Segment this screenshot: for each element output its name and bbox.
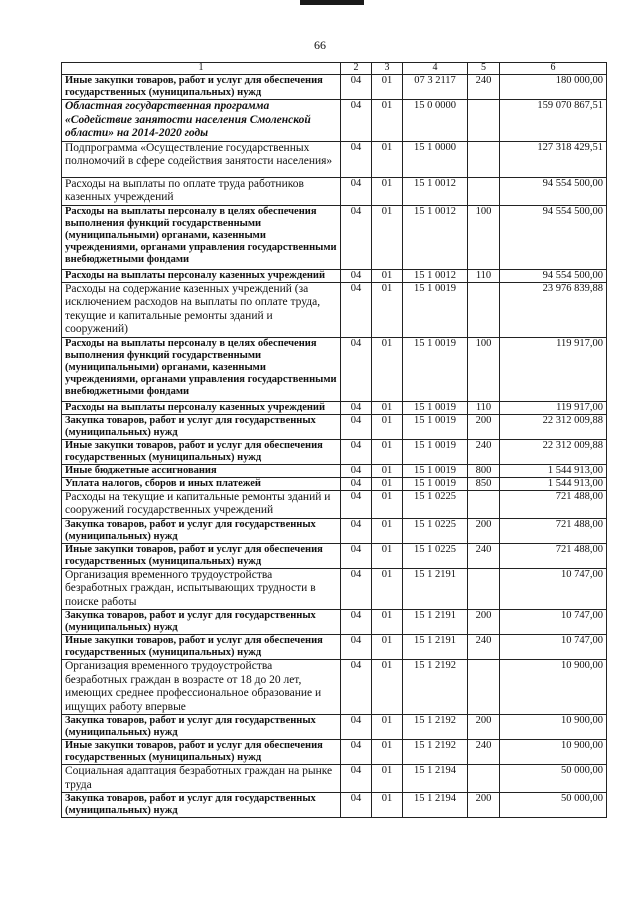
section-code: 04 <box>341 464 372 477</box>
subsection-code: 01 <box>372 477 403 490</box>
expense-type-code: 240 <box>468 439 500 464</box>
target-article-code: 15 1 0012 <box>403 205 468 269</box>
amount-value: 119 917,00 <box>500 337 607 401</box>
table-row <box>62 490 607 518</box>
row-description: Закупка товаров, работ и услуг для государственных (муниципальных) нужд <box>62 610 341 635</box>
expense-type-code: 850 <box>468 477 500 490</box>
row-description: Закупка товаров, работ и услуг для государственных (муниципальных) нужд <box>62 793 341 818</box>
section-code: 04 <box>341 715 372 740</box>
table-row <box>62 100 607 142</box>
target-article-code: 15 1 0012 <box>403 177 468 205</box>
target-article-code: 07 3 2117 <box>403 75 468 100</box>
row-description: Расходы на выплаты персоналу в целях обеспечения выполнения функций государственными (муниципальными) органами, казенными учреждениями, органами управления государственными внебюджетными фондами <box>62 205 341 269</box>
expense-type-code: 200 <box>468 793 500 818</box>
target-article-code: 15 1 2192 <box>403 660 468 715</box>
expense-type-code: 110 <box>468 269 500 282</box>
target-article-code: 15 1 0225 <box>403 490 468 518</box>
target-article-code: 15 1 2191 <box>403 635 468 660</box>
expense-type-code <box>468 100 500 142</box>
row-description: Закупка товаров, работ и услуг для государственных (муниципальных) нужд <box>62 414 341 439</box>
column-header: 4 <box>403 63 468 75</box>
row-description: Расходы на выплаты по оплате труда работников казенных учреждений <box>62 177 341 205</box>
target-article-code: 15 1 2194 <box>403 765 468 793</box>
amount-value: 127 318 429,51 <box>500 141 607 177</box>
section-code: 04 <box>341 543 372 568</box>
expense-type-code: 240 <box>468 635 500 660</box>
table-row <box>62 715 607 740</box>
target-article-code: 15 1 0019 <box>403 477 468 490</box>
amount-value: 721 488,00 <box>500 518 607 543</box>
amount-value: 10 747,00 <box>500 610 607 635</box>
page-number: 66 <box>314 38 326 52</box>
section-code: 04 <box>341 765 372 793</box>
table-row <box>62 75 607 100</box>
table-row <box>62 543 607 568</box>
expense-type-code: 110 <box>468 401 500 414</box>
section-code: 04 <box>341 660 372 715</box>
amount-value: 10 900,00 <box>500 715 607 740</box>
section-code: 04 <box>341 269 372 282</box>
target-article-code: 15 1 0019 <box>403 439 468 464</box>
amount-value: 180 000,00 <box>500 75 607 100</box>
section-code: 04 <box>341 401 372 414</box>
subsection-code: 01 <box>372 740 403 765</box>
subsection-code: 01 <box>372 715 403 740</box>
table-row <box>62 660 607 715</box>
table-row <box>62 205 607 269</box>
expense-type-code: 100 <box>468 205 500 269</box>
subsection-code: 01 <box>372 269 403 282</box>
column-header: 3 <box>372 63 403 75</box>
expense-type-code: 100 <box>468 337 500 401</box>
subsection-code: 01 <box>372 464 403 477</box>
section-code: 04 <box>341 414 372 439</box>
table-body <box>62 75 607 818</box>
table-row <box>62 765 607 793</box>
budget-table <box>61 62 607 818</box>
row-description: Иные закупки товаров, работ и услуг для обеспечения государственных (муниципальных) нужд <box>62 635 341 660</box>
table-row <box>62 282 607 337</box>
section-code: 04 <box>341 740 372 765</box>
section-code: 04 <box>341 477 372 490</box>
expense-type-code: 200 <box>468 518 500 543</box>
section-code: 04 <box>341 337 372 401</box>
row-description: Закупка товаров, работ и услуг для государственных (муниципальных) нужд <box>62 715 341 740</box>
subsection-code: 01 <box>372 337 403 401</box>
row-description: Иные бюджетные ассигнования <box>62 464 341 477</box>
amount-value: 10 747,00 <box>500 568 607 610</box>
subsection-code: 01 <box>372 610 403 635</box>
target-article-code: 15 1 0019 <box>403 401 468 414</box>
amount-value: 10 900,00 <box>500 660 607 715</box>
column-header: 5 <box>468 63 500 75</box>
amount-value: 50 000,00 <box>500 793 607 818</box>
table-row <box>62 568 607 610</box>
expense-type-code <box>468 177 500 205</box>
target-article-code: 15 1 2192 <box>403 715 468 740</box>
target-article-code: 15 1 2191 <box>403 568 468 610</box>
section-code: 04 <box>341 100 372 142</box>
subsection-code: 01 <box>372 414 403 439</box>
section-code: 04 <box>341 635 372 660</box>
table-row <box>62 439 607 464</box>
row-description: Организация временного трудоустройства безработных граждан в возрасте от 18 до 20 лет, имеющих среднее профессиональное образование и ищущих работу впервые <box>62 660 341 715</box>
table-row <box>62 401 607 414</box>
section-code: 04 <box>341 568 372 610</box>
header-row <box>62 63 607 75</box>
row-description: Расходы на текущие и капитальные ремонты зданий и сооружений государственных учреждений <box>62 490 341 518</box>
amount-value: 10 900,00 <box>500 740 607 765</box>
row-description: Областная государственная программа «Содействие занятости населения Смоленской области» на 2014-2020 годы <box>62 100 341 142</box>
expense-type-code: 240 <box>468 543 500 568</box>
target-article-code: 15 1 0225 <box>403 543 468 568</box>
target-article-code: 15 1 0012 <box>403 269 468 282</box>
section-code: 04 <box>341 439 372 464</box>
amount-value: 22 312 009,88 <box>500 414 607 439</box>
target-article-code: 15 1 0019 <box>403 414 468 439</box>
section-code: 04 <box>341 490 372 518</box>
row-description: Организация временного трудоустройства безработных граждан, испытывающих трудности в поиске работы <box>62 568 341 610</box>
table-row <box>62 635 607 660</box>
section-code: 04 <box>341 282 372 337</box>
scan-mark <box>300 0 364 5</box>
expense-type-code: 240 <box>468 75 500 100</box>
subsection-code: 01 <box>372 439 403 464</box>
amount-value: 721 488,00 <box>500 490 607 518</box>
table-row <box>62 141 607 177</box>
subsection-code: 01 <box>372 205 403 269</box>
target-article-code: 15 1 0019 <box>403 464 468 477</box>
amount-value: 22 312 009,88 <box>500 439 607 464</box>
target-article-code: 15 1 2191 <box>403 610 468 635</box>
section-code: 04 <box>341 141 372 177</box>
section-code: 04 <box>341 793 372 818</box>
target-article-code: 15 1 2194 <box>403 793 468 818</box>
subsection-code: 01 <box>372 635 403 660</box>
amount-value: 50 000,00 <box>500 765 607 793</box>
expense-type-code: 240 <box>468 740 500 765</box>
amount-value: 23 976 839,88 <box>500 282 607 337</box>
amount-value: 721 488,00 <box>500 543 607 568</box>
expense-type-code <box>468 141 500 177</box>
subsection-code: 01 <box>372 401 403 414</box>
table-row <box>62 464 607 477</box>
target-article-code: 15 1 0019 <box>403 282 468 337</box>
table-row <box>62 269 607 282</box>
table-row <box>62 740 607 765</box>
subsection-code: 01 <box>372 490 403 518</box>
section-code: 04 <box>341 75 372 100</box>
subsection-code: 01 <box>372 100 403 142</box>
target-article-code: 15 0 0000 <box>403 100 468 142</box>
subsection-code: 01 <box>372 75 403 100</box>
target-article-code: 15 1 0000 <box>403 141 468 177</box>
subsection-code: 01 <box>372 568 403 610</box>
amount-value: 1 544 913,00 <box>500 477 607 490</box>
table-row <box>62 414 607 439</box>
section-code: 04 <box>341 177 372 205</box>
expense-type-code <box>468 282 500 337</box>
section-code: 04 <box>341 610 372 635</box>
row-description: Уплата налогов, сборов и иных платежей <box>62 477 341 490</box>
table-row <box>62 177 607 205</box>
expense-type-code: 200 <box>468 715 500 740</box>
column-header: 2 <box>341 63 372 75</box>
row-description: Расходы на выплаты персоналу в целях обеспечения выполнения функций государственными (муниципальными) органами, казенными учреждениями, органами управления государственными внебюджетными фондами <box>62 337 341 401</box>
row-description: Расходы на содержание казенных учреждений (за исключением расходов на выплаты по оплате труда, текущие и капитальные ремонты зданий и сооружений) <box>62 282 341 337</box>
expense-type-code <box>468 568 500 610</box>
table-row <box>62 793 607 818</box>
section-code: 04 <box>341 205 372 269</box>
subsection-code: 01 <box>372 543 403 568</box>
row-description: Социальная адаптация безработных граждан на рынке труда <box>62 765 341 793</box>
target-article-code: 15 1 0225 <box>403 518 468 543</box>
table-row <box>62 477 607 490</box>
section-code: 04 <box>341 518 372 543</box>
expense-type-code <box>468 765 500 793</box>
amount-value: 10 747,00 <box>500 635 607 660</box>
subsection-code: 01 <box>372 177 403 205</box>
row-description: Иные закупки товаров, работ и услуг для обеспечения государственных (муниципальных) нужд <box>62 75 341 100</box>
table-row <box>62 518 607 543</box>
row-description: Иные закупки товаров, работ и услуг для обеспечения государственных (муниципальных) нужд <box>62 740 341 765</box>
amount-value: 1 544 913,00 <box>500 464 607 477</box>
column-header: 1 <box>62 63 341 75</box>
amount-value: 94 554 500,00 <box>500 177 607 205</box>
target-article-code: 15 1 0019 <box>403 337 468 401</box>
expense-type-code: 800 <box>468 464 500 477</box>
amount-value: 94 554 500,00 <box>500 205 607 269</box>
amount-value: 159 070 867,51 <box>500 100 607 142</box>
column-header: 6 <box>500 63 607 75</box>
expense-type-code: 200 <box>468 610 500 635</box>
row-description: Иные закупки товаров, работ и услуг для обеспечения государственных (муниципальных) нужд <box>62 543 341 568</box>
subsection-code: 01 <box>372 660 403 715</box>
row-description: Расходы на выплаты персоналу казенных учреждений <box>62 269 341 282</box>
row-description: Закупка товаров, работ и услуг для государственных (муниципальных) нужд <box>62 518 341 543</box>
subsection-code: 01 <box>372 141 403 177</box>
expense-type-code <box>468 660 500 715</box>
subsection-code: 01 <box>372 518 403 543</box>
subsection-code: 01 <box>372 793 403 818</box>
subsection-code: 01 <box>372 765 403 793</box>
row-description: Подпрограмма «Осуществление государственных полномочий в сфере содействия занятости населения» <box>62 141 341 177</box>
row-description: Расходы на выплаты персоналу казенных учреждений <box>62 401 341 414</box>
target-article-code: 15 1 2192 <box>403 740 468 765</box>
amount-value: 94 554 500,00 <box>500 269 607 282</box>
table-row <box>62 610 607 635</box>
amount-value: 119 917,00 <box>500 401 607 414</box>
expense-type-code: 200 <box>468 414 500 439</box>
table-row <box>62 337 607 401</box>
row-description: Иные закупки товаров, работ и услуг для обеспечения государственных (муниципальных) нужд <box>62 439 341 464</box>
expense-type-code <box>468 490 500 518</box>
subsection-code: 01 <box>372 282 403 337</box>
